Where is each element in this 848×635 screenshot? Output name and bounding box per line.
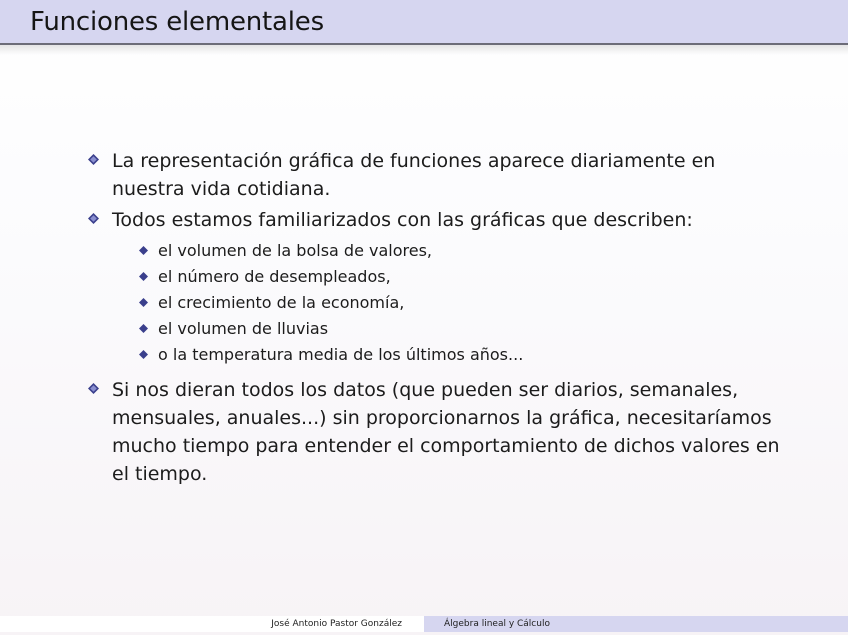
sub-item-text: el volumen de lluvias — [158, 319, 329, 338]
bullet-item-text: Todos estamos familiarizados con las gráficas que describen: — [112, 209, 693, 231]
sub-item-text: o la temperatura media de los últimos años... — [158, 345, 524, 364]
diamond-bullet-icon — [88, 213, 99, 224]
footer-author: José Antonio Pastor González — [0, 616, 424, 632]
slide-title: Funciones elementales — [30, 7, 324, 37]
sub-item-text: el número de desempleados, — [158, 267, 391, 286]
bullet-item-text: Si nos dieran todos los datos (que pueden ser diarios, semanales, mensuales, anuales...) sin proporcionarnos la gráfica, necesitaríamos mucho tiempo para entender el comportamiento de dichos valores en el tiempo. — [112, 379, 780, 485]
diamond-bullet-icon — [88, 154, 99, 165]
bullet-item-2 — [112, 206, 792, 234]
footer-course: Álgebra lineal y Cálculo — [424, 616, 848, 632]
diamond-bullet-icon — [139, 324, 148, 333]
bullet-item-1 — [112, 147, 792, 203]
bullet-item-text: La representación gráfica de funciones aparece diariamente en nuestra vida cotidiana. — [112, 150, 716, 200]
diamond-bullet-icon — [139, 246, 148, 255]
header-shadow — [0, 45, 848, 55]
bullet-item-3 — [112, 376, 792, 488]
sub-item-5 — [158, 344, 718, 366]
diamond-bullet-icon — [88, 383, 99, 394]
diamond-bullet-icon — [139, 272, 148, 281]
sub-item-3 — [158, 292, 718, 314]
sub-item-4 — [158, 318, 718, 340]
diamond-bullet-icon — [139, 298, 148, 307]
sub-item-text: el crecimiento de la economía, — [158, 293, 405, 312]
sub-item-text: el volumen de la bolsa de valores, — [158, 241, 432, 260]
sub-item-1 — [158, 240, 718, 262]
diamond-bullet-icon — [139, 350, 148, 359]
slide-footer — [0, 612, 848, 635]
slide-header — [0, 0, 848, 45]
sub-item-2 — [158, 266, 718, 288]
